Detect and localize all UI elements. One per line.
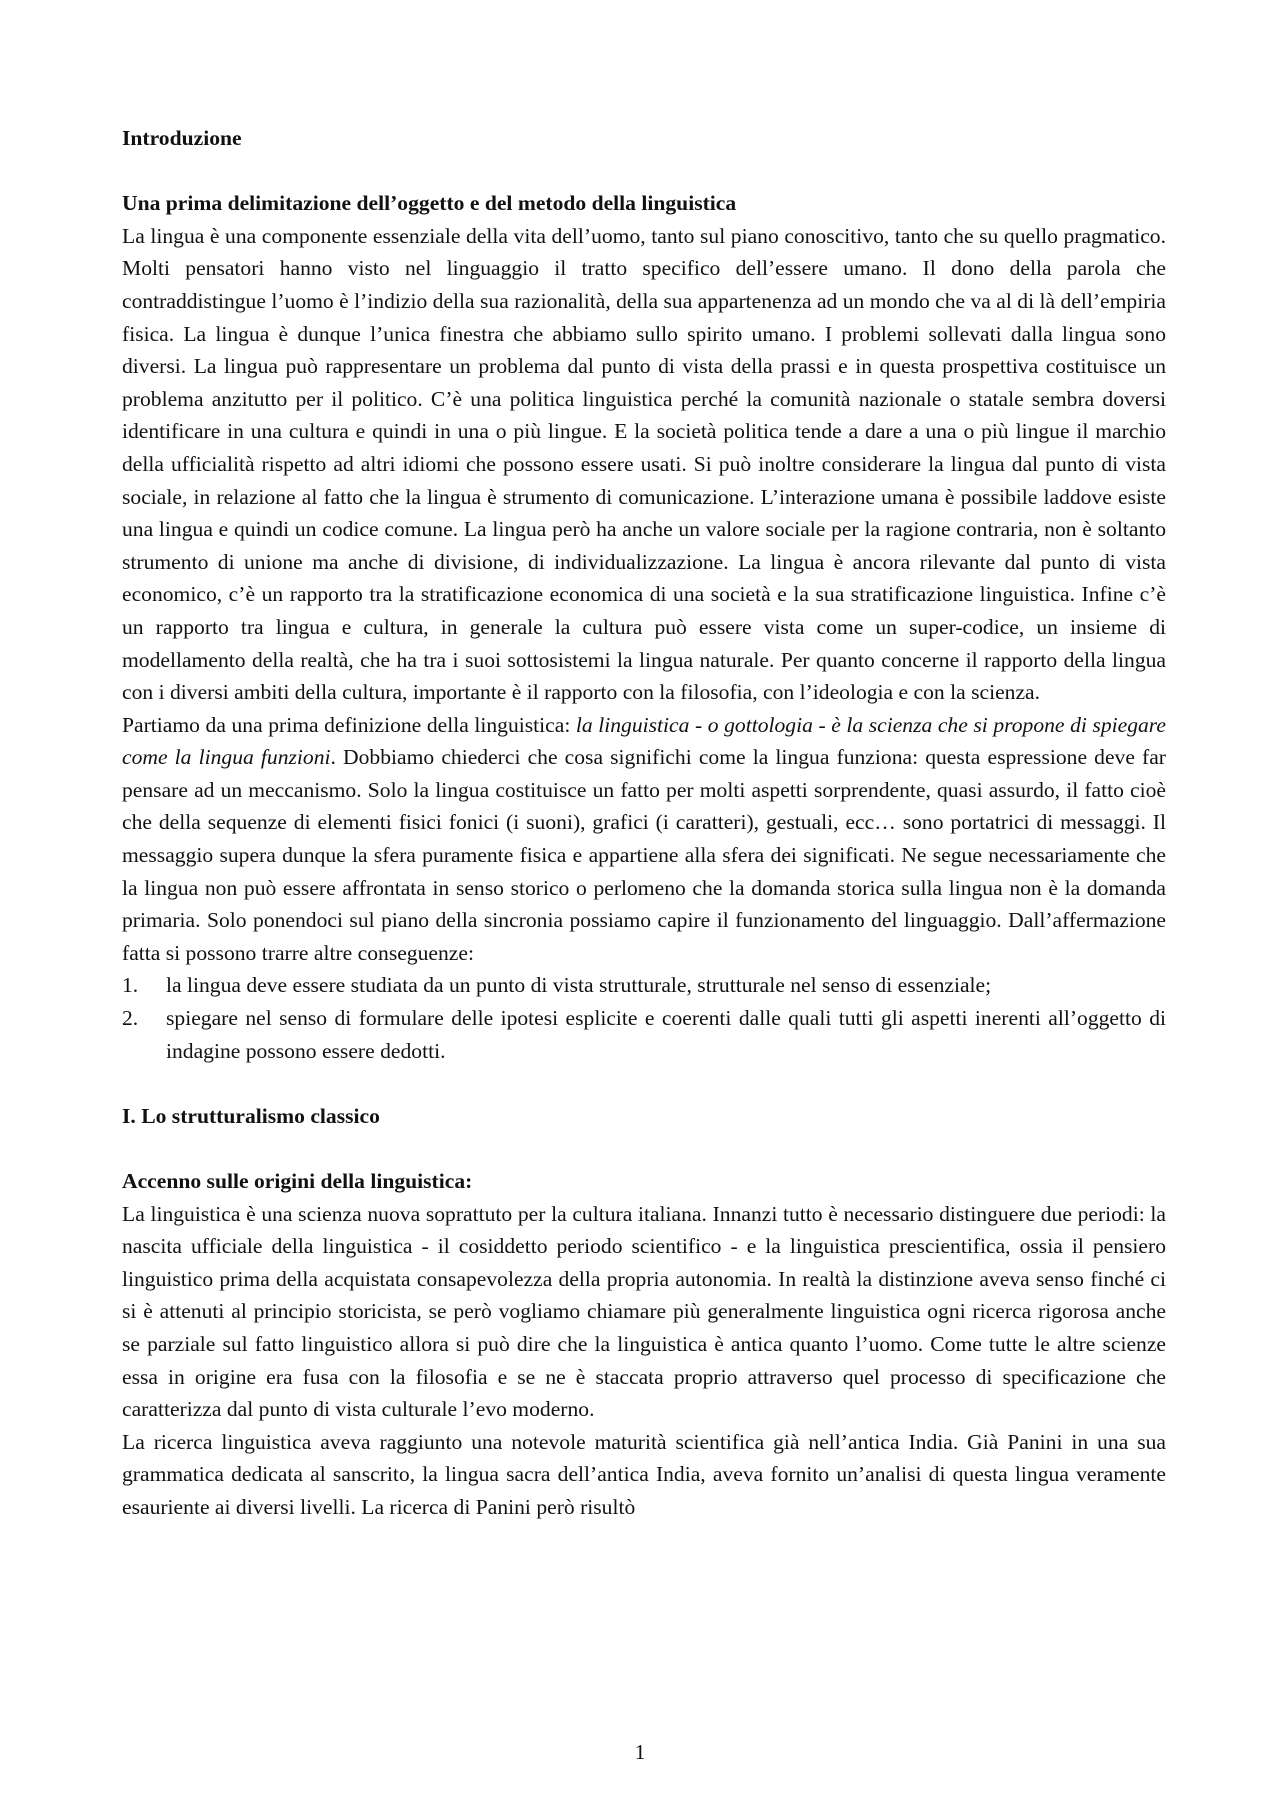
subsection-title-delimitazione: Una prima delimitazione dell’oggetto e del metodo della linguistica (122, 191, 737, 216)
list-item (122, 969, 1166, 1002)
list-item-text: la lingua deve essere studiata da un punto di vista strutturale, strutturale nel senso di essenziale; (166, 973, 992, 998)
paragraph-scienza-nuova: La linguistica è una scienza nuova soprattuto per la cultura italiana. Innanzi tutto è necessario distinguere due periodi: la nascita ufficiale della linguistica - il cosiddetto periodo scientifico - e la linguistica prescientifica, ossia il pensiero linguistico prima della acquistata consapevolezza della propria autonomia. In realtà la distinzione aveva senso finché ci si è attenuti al principio storicista, se però vogliamo chiamare più generalmente linguistica ogni ricerca rigorosa anche se parziale sul fatto linguistico allora si può dire che la linguistica è antica quanto l’uomo. Come tutte le altre scienze essa in origine era fusa con la filosofia e se ne è staccata proprio attraverso quel processo di specificazione che caratterizza dal punto di vista culturale l’evo moderno. (122, 1201, 1166, 1422)
section-title-strutturalismo: I. Lo strutturalismo classico (122, 1103, 380, 1128)
subsection-title-origini: Accenno sulle origini della linguistica: (122, 1169, 473, 1193)
list-item-number: 2. (122, 1006, 139, 1031)
paragraph-antica-india: La ricerca linguistica aveva raggiunto una notevole maturità scientifica già nell’antica India. Già Panini in una sua grammatica dedicata al sanscrito, la lingua sacra dell’antica India, aveva fornito un’analisi di questa lingua veramente esauriente ai diversi livelli. La ricerca di Panini però risultò (122, 1429, 1166, 1519)
definition-rest-text: . Dobbiamo chiederci che cosa significhi come la lingua funziona: questa espressione deve far pensare ad un meccanismo. Solo la lingua costituisce un fatto per molti aspetti sorprendente, quasi assurdo, il fatto cioè che della sequenze di elementi fisici fonici (i suoni), grafici (i caratteri), gestuali, ecc… sono portatrici di messaggi. Il messaggio supera dunque la sfera puramente fisica e appartiene alla sfera dei significati. Ne segue necessariamente che la lingua non può essere affrontata in senso storico o perlomeno che la domanda storica sulla lingua non è la domanda primaria. Solo ponendoci sul piano della sincronia possiamo capire il funzionamento del linguaggio. Dall’affermazione fatta si possono trarre altre conseguenze: (122, 745, 1167, 965)
list-item-number: 1. (122, 973, 139, 998)
paragraph-lingua-componente: La lingua è una componente essenziale della vita dell’uomo, tanto sul piano conoscitivo, tanto che su quello pragmatico. Molti pensatori hanno visto nel linguaggio il tratto specifico dell’essere umano. Il dono della parola che contraddistingue l’uomo è l’indizio della sua razionalità, della sua appartenenza ad un mondo che va al di là dell’empiria fisica. La lingua è dunque l’unica finestra che abbiamo sullo spirito umano. I problemi sollevati dalla lingua sono diversi. La lingua può rappresentare un problema dal punto di vista della prassi e in questa prospettiva costituisce un problema anzitutto per il politico. C’è una politica linguistica perché la comunità nazionale o statale sembra doversi identificare in una cultura e quindi in una o più lingue. E la società politica tende a dare a una o più lingue il marchio della ufficialità rispetto ad altri idiomi che possono essere usati. Si può inoltre considerare la lingua dal punto di vista sociale, in relazione al fatto che la lingua è strumento di comunicazione. L’interazione umana è possibile laddove esiste una lingua e quindi un codice comune. La lingua però ha anche un valore sociale per la ragione contraria, non è soltanto strumento di unione ma anche di divisione, di individualizzazione. La lingua è ancora rilevante dal punto di vista economico, c’è un rapporto tra la stratificazione economica di una società e la sua stratificazione linguistica. Infine c’è un rapporto tra lingua e cultura, in generale la cultura può essere vista come un super-codice, un insieme di modellamento della realtà, che ha tra i suoi sottosistemi la lingua naturale. Per quanto concerne il rapporto della lingua con i diversi ambiti della cultura, importante è il rapporto con la filosofia, con l’ideologia e con la scienza. (122, 223, 1166, 705)
document-page (122, 122, 1166, 1524)
definition-italic-text: la linguistica - o gottologia - è la scienza che si propone di spiegare come la lingua funzioni (122, 712, 1166, 770)
section-title-introduzione: Introduzione (122, 126, 242, 150)
spacer (122, 1132, 1166, 1165)
consequences-list (122, 969, 1166, 1067)
spacer (122, 1067, 1166, 1100)
definition-lead-text: Partiamo da una prima definizione della linguistica: (122, 712, 576, 737)
spacer (122, 155, 1166, 188)
list-item-text: spiegare nel senso di formulare delle ipotesi esplicite e coerenti dalle quali tutti gli aspetti inerenti all’oggetto di indagine possono essere dedotti. (166, 1006, 1166, 1063)
list-item (122, 1002, 1166, 1067)
page-number: 1 (634, 1740, 646, 1764)
paragraph-definizione-linguistica (122, 709, 1166, 970)
